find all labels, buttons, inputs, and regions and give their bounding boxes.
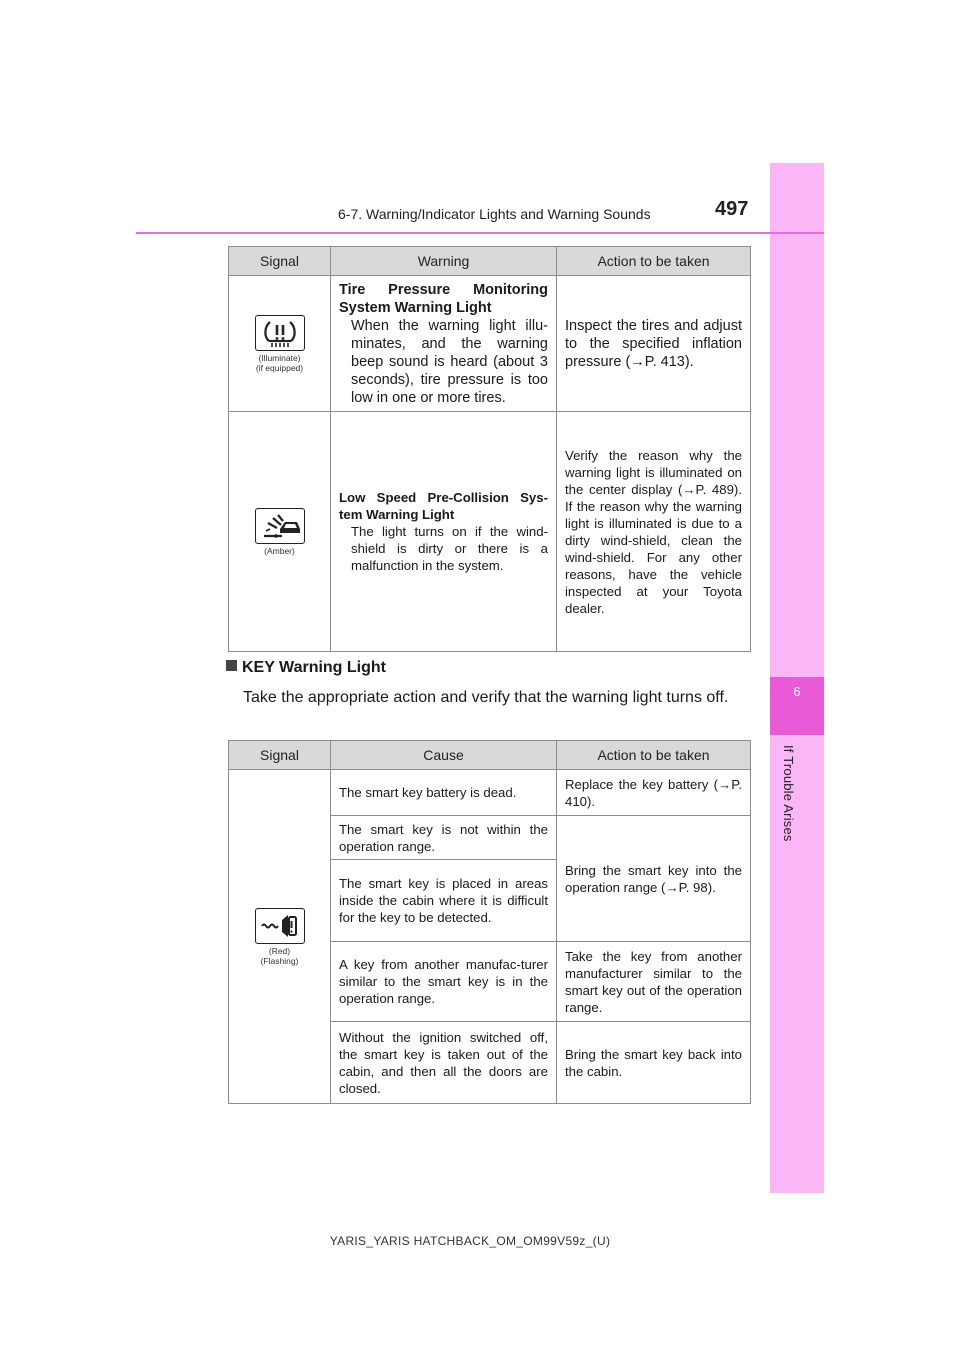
warning-cell [331,412,557,652]
column-header: Action to be taken [557,741,751,770]
warning-title: Tire Pressure Monitoring System Warning Light [339,281,548,316]
column-header: Warning [331,247,557,276]
table-row [229,276,751,412]
cause-cell: Without the ignition switched off, the smart key is taken out of the cabin, and then all the doors are closed. [331,1022,557,1104]
key-warning-intro: Take the appropriate action and verify that the warning light turns off. [243,689,729,706]
action-cell: Bring the smart key back into the cabin. [557,1022,751,1104]
signal-caption: (Illuminate) [258,352,301,363]
page-number: 497 [715,198,749,220]
smart-key-warning-icon [255,908,305,944]
table-header-row [229,247,751,276]
warning-description: When the warning light illu-minates, and the warning beep sound is heard (about 3 seconds), tire pressure is too low in one or more tires. [351,317,548,406]
document-footer: YARIS_YARIS HATCHBACK_OM_OM99V59z_(U) [329,1234,611,1248]
action-cell: Replace the key battery (→P. 410). [557,770,751,816]
header-rule [136,232,824,234]
warning-table [228,246,751,652]
signal-caption: (Amber) [264,545,295,556]
signal-cell [229,276,331,412]
cause-cell: The smart key is not within the operation range. [331,816,557,860]
signal-caption: (Red) [268,945,291,956]
cause-cell: A key from another manufac-turer similar to the smart key is in the operation range. [331,942,557,1022]
key-warning-heading-text: KEY Warning Light [242,659,386,676]
table-header-row [229,741,751,770]
signal-caption: (Flashing) [260,955,299,966]
warning-cell [331,276,557,412]
warning-description: The light turns on if the wind-shield is dirty or there is a malfunction in the system. [351,524,548,573]
action-cell: Take the key from another manufacturer similar to the smart key out of the operation range. [557,942,751,1022]
column-header: Cause [331,741,557,770]
column-header: Signal [229,247,331,276]
pre-collision-warning-icon [255,508,305,544]
signal-cell [229,412,331,652]
action-cell: Bring the smart key into the operation range (→P. 98). [557,816,751,942]
warning-title: Low Speed Pre-Collision Sys-tem Warning Light [339,490,548,522]
table-row [229,770,751,816]
cause-cell: The smart key is placed in areas inside the cabin where it is difficult for the key to be detected. [331,860,557,942]
key-warning-heading [226,659,386,677]
action-cell: Inspect the tires and adjust to the specified inflation pressure (→P. 413). [557,276,751,412]
column-header: Action to be taken [557,247,751,276]
action-cell: Verify the reason why the warning light is illuminated on the center display (→P. 489). If the reason why the warning light is illuminated is due to a dirty wind-shield, clean the wind-shield. For any other reasons, have the vehicle inspected at your Toyota dealer. [557,412,751,652]
key-warning-table [228,740,751,1104]
cause-cell: The smart key battery is dead. [331,770,557,816]
chapter-label: If Trouble Arises [781,745,796,842]
chapter-number: 6 [793,684,801,699]
signal-cell [229,770,331,1104]
column-header: Signal [229,741,331,770]
section-title: 6-7. Warning/Indicator Lights and Warning Sounds [338,206,651,222]
bullet-square-icon [226,660,237,671]
signal-caption: (if equipped) [255,362,304,373]
table-row [229,412,751,652]
tire-pressure-warning-icon [255,315,305,351]
